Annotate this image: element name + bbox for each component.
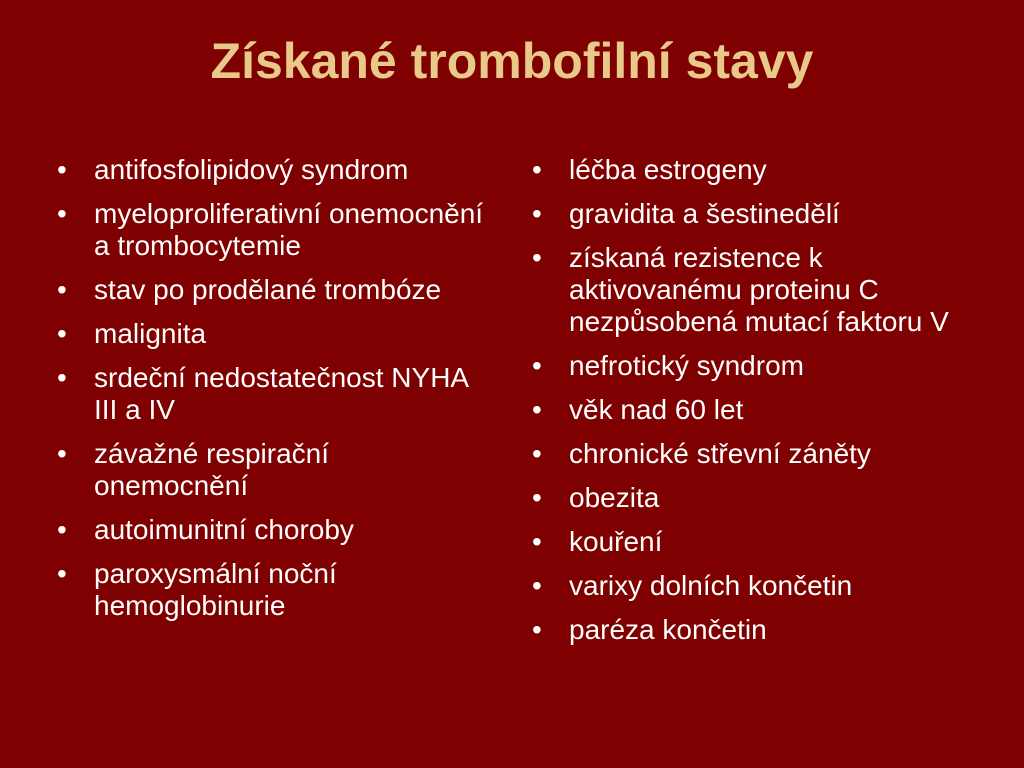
bullet-icon: • <box>532 154 542 185</box>
list-item-text: léčba estrogeny <box>569 154 767 185</box>
list-item <box>57 362 487 426</box>
list-item <box>532 350 972 382</box>
list-item <box>532 242 972 338</box>
list-item-text: získaná rezistence k aktivovanému proteinu C nezpůsobená mutací faktoru V <box>569 242 949 337</box>
bullet-icon: • <box>57 438 67 469</box>
bullet-icon: • <box>532 438 542 469</box>
list-item <box>57 514 487 546</box>
list-item-text: věk nad 60 let <box>569 394 744 425</box>
list-item <box>532 526 972 558</box>
list-item-text: malignita <box>94 318 207 349</box>
list-item-text: kouření <box>569 526 663 557</box>
bullet-icon: • <box>532 570 542 601</box>
bullet-icon: • <box>532 526 542 557</box>
list-item-text: srdeční nedostatečnost NYHA III a IV <box>94 362 468 425</box>
left-bullet-list <box>57 154 487 634</box>
list-item-text: gravidita a šestinedělí <box>569 198 840 229</box>
list-item-text: antifosfolipidový syndrom <box>94 154 409 185</box>
list-item-text: varixy dolních končetin <box>569 570 853 601</box>
list-item <box>532 198 972 230</box>
right-bullet-list <box>532 154 972 658</box>
list-item <box>532 394 972 426</box>
list-item <box>532 154 972 186</box>
list-item <box>57 154 487 186</box>
list-item <box>532 614 972 646</box>
bullet-icon: • <box>532 350 542 381</box>
bullet-icon: • <box>57 362 67 393</box>
list-item-text: paroxysmální noční hemoglobinurie <box>94 558 337 621</box>
bullet-icon: • <box>57 274 67 305</box>
slide-title: Získané trombofilní stavy <box>210 33 814 89</box>
list-item <box>57 274 487 306</box>
bullet-icon: • <box>532 614 542 645</box>
bullet-icon: • <box>57 514 67 545</box>
list-item <box>57 558 487 622</box>
bullet-icon: • <box>532 198 542 229</box>
list-item <box>57 318 487 350</box>
list-item-text: chronické střevní záněty <box>569 438 871 469</box>
list-item <box>532 482 972 514</box>
list-item-text: nefrotický syndrom <box>569 350 804 381</box>
list-item <box>57 198 487 262</box>
bullet-icon: • <box>532 482 542 513</box>
bullet-icon: • <box>57 558 67 589</box>
list-item-text: myeloproliferativní onemocnění a trombocytemie <box>94 198 484 261</box>
list-item-text: závažné respirační onemocnění <box>94 438 330 501</box>
bullet-icon: • <box>57 318 67 349</box>
bullet-icon: • <box>57 198 67 229</box>
bullet-icon: • <box>532 242 542 273</box>
list-item-text: obezita <box>569 482 660 513</box>
bullet-icon: • <box>57 154 67 185</box>
list-item <box>532 570 972 602</box>
list-item-text: paréza končetin <box>569 614 767 645</box>
list-item-text: stav po prodělané trombóze <box>94 274 442 305</box>
list-item <box>57 438 487 502</box>
bullet-icon: • <box>532 394 542 425</box>
list-item-text: autoimunitní choroby <box>94 514 354 545</box>
list-item <box>532 438 972 470</box>
